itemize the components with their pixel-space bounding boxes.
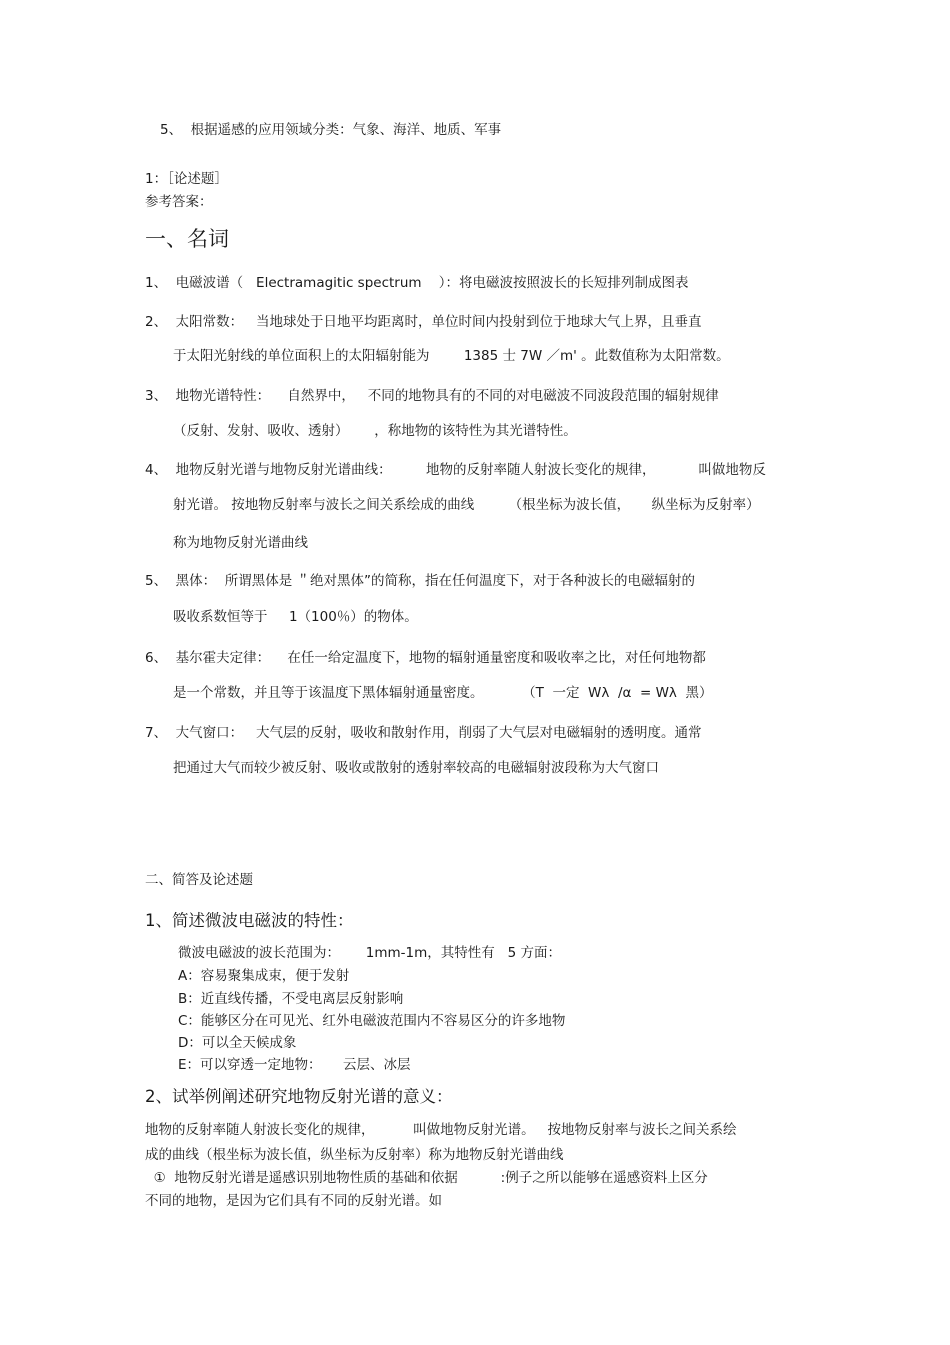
term-item-line: 2、 太阳常数： 当地球处于日地平均距离时，单位时间内投射到位于地球大气上界，且垂直 xyxy=(145,314,702,330)
term-item-line: 5、 黑体： 所谓黑体是 ＂绝对黑体”的简称，指在任何温度下，对于各种波长的电磁辐射的 xyxy=(145,573,696,589)
q1-point: B：近直线传播，不受电离层反射影响 xyxy=(178,991,404,1007)
term-item-line: （反射、发射、吸收、透射） ，称地物的该特性为其光谱特性。 xyxy=(173,423,577,439)
term-item-line: 6、 基尔霍夫定律： 在任一给定温度下，地物的辐射通量密度和吸收率之比，对任何地物都 xyxy=(145,650,706,666)
answer-label: 参考答案： xyxy=(145,194,213,210)
q2-title: 2、试举例阐述研究地物反射光谱的意义： xyxy=(145,1087,453,1106)
term-item-line: 吸收系数恒等于 1（100％）的物体。 xyxy=(173,609,418,625)
question-number: 1：［论述题］ xyxy=(145,171,228,187)
term-item-line: 是一个常数，并且等于该温度下黑体辐射通量密度。 （T 一定 Wλ /α = Wλ 黑） xyxy=(173,685,713,701)
section2-heading: 二、简答及论述题 xyxy=(145,872,253,888)
top-line: 5、 根据遥感的应用领域分类：气象、海洋、地质、军事 xyxy=(160,122,502,138)
q1-point: E：可以穿透一定地物： 云层、冰层 xyxy=(178,1057,411,1073)
q2-line: 成的曲线（根坐标为波长值，纵坐标为反射率）称为地物反射光谱曲线 xyxy=(145,1147,564,1163)
q1-intro: 微波电磁波的波长范围为： 1mm-1m，其特性有 5 方面： xyxy=(178,945,562,961)
section1-heading: 一、名词 xyxy=(145,227,229,251)
q1-point: D：可以全天候成象 xyxy=(178,1035,297,1051)
q2-line: ① 地物反射光谱是遥感识别地物性质的基础和依据 :例子之所以能够在遥感资料上区分 xyxy=(145,1170,708,1186)
term-item-line: 把通过大气而较少被反射、吸收或散射的透射率较高的电磁辐射波段称为大气窗口 xyxy=(173,760,659,776)
q1-title: 1、简述微波电磁波的特性： xyxy=(145,911,354,930)
term-item-line: 称为地物反射光谱曲线 xyxy=(173,535,308,551)
term-item-line: 于太阳光射线的单位面积上的太阳辐射能为 1385 士 7W ／m' 。此数值称为太阳常数。 xyxy=(173,348,730,364)
q1-point: A：容易聚集成束，便于发射 xyxy=(178,968,350,984)
q2-line: 地物的反射率随人射波长变化的规律， 叫做地物反射光谱。 按地物反射率与波长之间关系绘 xyxy=(145,1122,737,1138)
term-item-line: 3、 地物光谱特性： 自然界中， 不同的地物具有的不同的对电磁波不同波段范围的辐射规律 xyxy=(145,388,719,404)
q1-point: C：能够区分在可见光、红外电磁波范围内不容易区分的许多地物 xyxy=(178,1013,566,1029)
term-item-line: 7、 大气窗口： 大气层的反射，吸收和散射作用，削弱了大气层对电磁辐射的透明度。通常 xyxy=(145,725,702,741)
q2-line: 不同的地物，是因为它们具有不同的反射光谱。如 xyxy=(145,1193,442,1209)
term-item-line: 1、 电磁波谱（ Electramagitic spectrum ）：将电磁波按照波长的长短排列制成图表 xyxy=(145,275,689,291)
term-item-line: 4、 地物反射光谱与地物反射光谱曲线： 地物的反射率随人射波长变化的规律， 叫做地物反 xyxy=(145,462,766,478)
term-item-line: 射光谱。 按地物反射率与波长之间关系绘成的曲线 （根坐标为波长值， 纵坐标为反射率） xyxy=(173,497,760,513)
